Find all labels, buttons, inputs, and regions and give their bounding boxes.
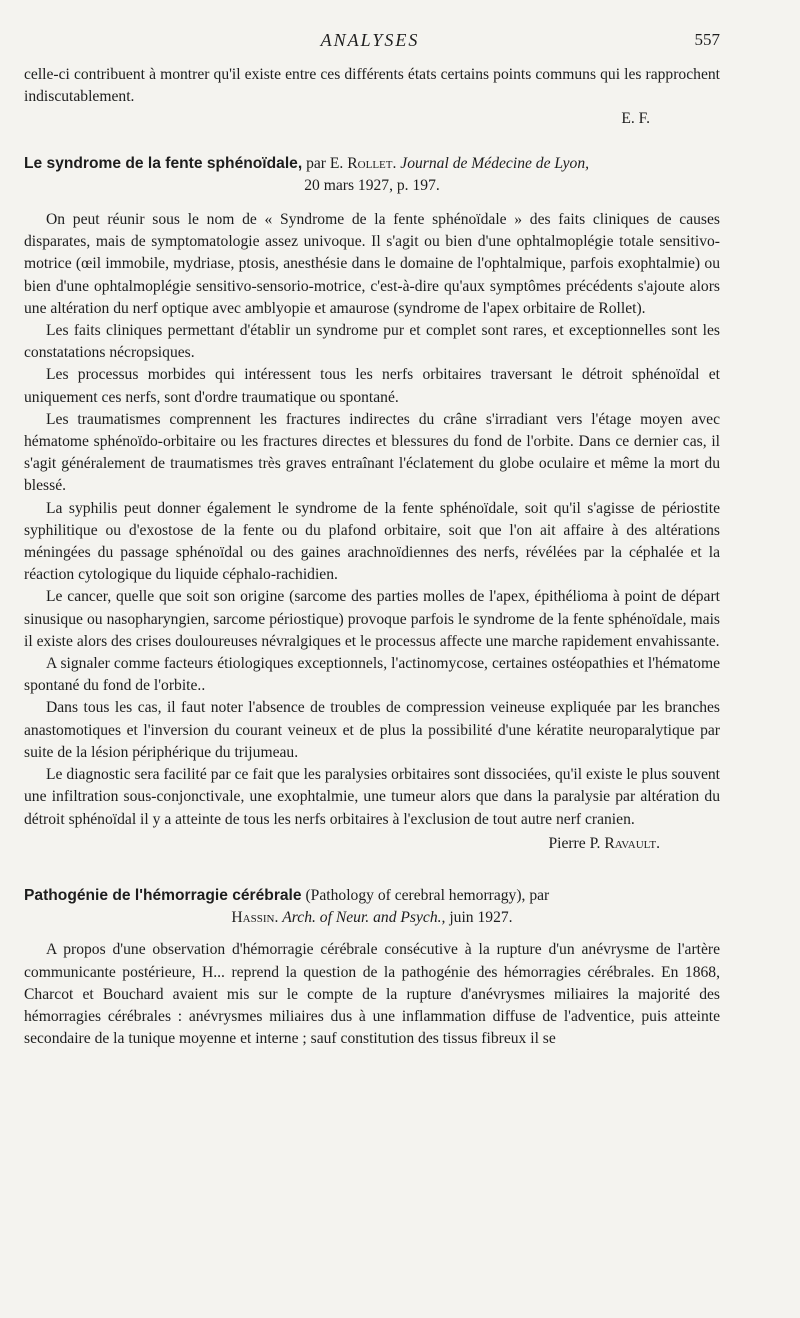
article1-paragraph-6: Le cancer, quelle que soit son origine (sarcome des parties molles de l'apex, épithélioma à point de départ sinusique ou nasopharyngien, sarcome périostique) provoque parfois le syndrome de la fente sphénoïdale, mais il existe alors des crises douloureuses névralgiques et le processus affecte une marche rapidement envahissante. xyxy=(24,588,720,650)
article1-paragraph-8: Dans tous les cas, il faut noter l'absence de troubles de compression veineuse expliquée par les branches anastomotiques et l'inversion du courant veineux et de plus la possibilité d'une kératite neuroparalytique par suite de la lésion périphérique du trijumeau. xyxy=(24,699,720,761)
article1-paragraph-4: Les traumatismes comprennent les fractures indirectes du crâne s'irradiant vers l'étage moyen avec hématome sphénoïdo-orbitaire ou les fractures directes et blessures du fond de l'orbite. Dans ce dernier cas, il s'agit généralement de traumatismes très graves entraînant l'éclatement du globe oculaire et même la mort du blessé. xyxy=(24,410,720,495)
article2-author-surname: Hassin. xyxy=(231,909,279,927)
opening-initials: E. F. xyxy=(621,110,650,128)
article2-paragraph-1: A propos d'une observation d'hémorragie cérébrale consécutive à la rupture d'un anévrysme de l'artère communicante postérieure, H... reprend la question de la pathogénie des hémorragies cérébrales. En 1868, Charcot et Bouchard avaient mis sur le compte de la rupture d'anévrysmes miliaires la majorité des hémorragies cérébrales : anévrysmes miliaires dus à une inflammation diffuse de l'adventice, puis atteinte secondaire de la tunique moyenne et interne ; sauf constitution des tissus fibreux il se xyxy=(24,941,720,1048)
body-text xyxy=(24,64,720,1050)
article1-paragraph-1: On peut réunir sous le nom de « Syndrome de la fente sphénoïdale » des faits cliniques de causes disparates, mais de symptomatologie assez univoque. Il s'agit ou bien d'une ophtalmoplégie totale sensitivo-motrice (œil immobile, mydriase, ptosis, anesthésie dans le domaine de l'ophtalmique, parfois exophtalmie) ou bien d'une ophtalmoplégie sensitivo-sensorio-motrice, c'est-à-dire qu'aux symptômes précédents s'ajoute alors une altération du nerf optique avec amblyopie et amaurose (syndrome de l'apex orbitaire de Rollet). xyxy=(24,211,720,317)
signature-surname: Ravault. xyxy=(604,834,660,852)
article2-title: Pathogénie de l'hémorragie cérébrale xyxy=(24,886,302,904)
article1-author-initial: E. xyxy=(329,154,344,172)
article2-journal: Arch. of Neur. and Psych., xyxy=(282,909,446,927)
article1-author-surname: Rollet xyxy=(347,154,393,172)
article1-paragraph-2: Les faits cliniques permettant d'établir un syndrome pur et complet sont rares, et exceptionnelles sont les constatations nécropsiques. xyxy=(24,322,720,362)
article2-english: (Pathology of cerebral hemorragy), par xyxy=(305,886,550,904)
article1-signature xyxy=(24,833,720,855)
article1-title: Le syndrome de la fente sphénoïdale, xyxy=(24,154,303,172)
article1-paragraph-3: Les processus morbides qui intéressent tous les nerfs orbitaires traversant le détroit sphénoïdal et uniquement ces nerfs, sont d'ordre traumatique ou spontané. xyxy=(24,366,720,406)
article1-journal: Journal de Médecine de Lyon, xyxy=(400,154,590,172)
article1-date: 20 mars 1927, p. 197. xyxy=(304,176,440,194)
article1-paragraph-9: Le diagnostic sera facilité par ce fait que les paralysies orbitaires sont dissociées, qu'il existe le plus souvent une infiltration sous-conjonctivale, une exophtalmie, une tumeur alors que dans la paralysie par altération du détroit sphénoïdal il y a atteinte de tous les nerfs orbitaires à l'exclusion de tout autre nerf cranien. xyxy=(24,766,720,828)
article2-heading xyxy=(24,885,720,929)
opening-initials-row xyxy=(24,108,720,130)
opening-text: celle-ci contribuent à montrer qu'il existe entre ces différents états certains points communs qui les rapprochent indiscutablement. xyxy=(24,66,720,106)
article1-paragraph-7: A signaler comme facteurs étiologiques exceptionnels, l'actinomycose, certaines ostéopathies et l'hématome spontané du fond de l'orbite.. xyxy=(24,655,720,695)
article2-date: juin 1927. xyxy=(449,909,513,927)
article1-par: par xyxy=(306,154,326,172)
signature-first: Pierre P. xyxy=(548,834,601,852)
article1-heading: Le syndrome de la fente sphénoïdale, par E. Rollet. Journal de Médecine de Lyon, 20 mars 1927, p. 197. xyxy=(24,153,720,197)
page-header xyxy=(0,30,800,56)
running-title: ANALYSES xyxy=(320,30,420,50)
page-number: 557 xyxy=(694,30,720,49)
article1-paragraph-5: La syphilis peut donner également le syndrome de la fente sphénoïdale, soit qu'il s'agisse de périostite syphilitique ou d'exostose de la fente ou du plafond orbitaire, soit que l'on ait affaire à des altérations méningées du passage sphénoïdal ou des gaines arachnoïdiennes des nerfs, révélées par la céphalée et la réaction cytologique du liquide céphalo-rachidien. xyxy=(24,499,720,584)
opening-paragraph xyxy=(24,64,720,108)
